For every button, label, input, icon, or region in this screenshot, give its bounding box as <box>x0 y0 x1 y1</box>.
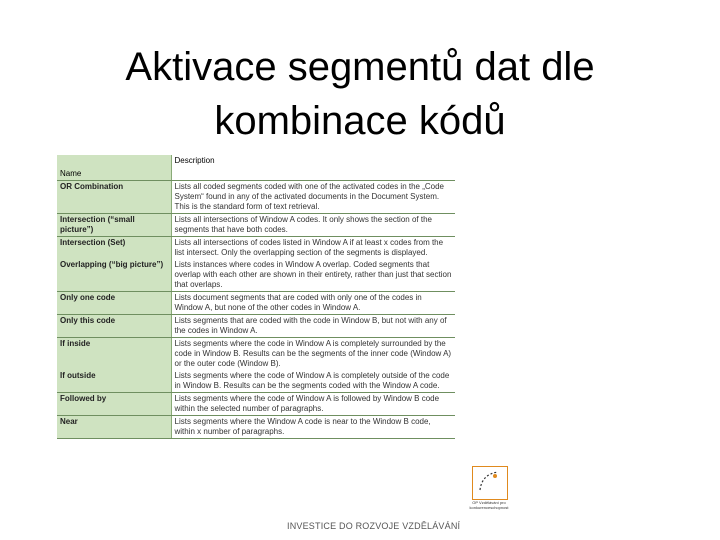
table-row <box>57 292 455 315</box>
row-description: Lists segments where the code of Window A is followed by Window B code within the selected number of paragraphs. <box>171 393 455 416</box>
slide-title <box>60 40 660 148</box>
table-row <box>57 181 455 214</box>
table-row <box>57 370 455 393</box>
row-name: If inside <box>57 338 171 371</box>
row-description: Lists segments where the code of Window A is completely outside of the code in Window B. Results can be the segments coded with the Window A code. <box>171 370 455 393</box>
code-combination-table-image <box>57 155 455 511</box>
row-name: Only one code <box>57 292 171 315</box>
row-name: OR Combination <box>57 181 171 214</box>
row-name: Intersection (Set) <box>57 237 171 260</box>
row-name: Intersection (“small picture”) <box>57 214 171 237</box>
row-description: Lists document segments that are coded with only one of the codes in Window A, but none of the other codes in Window A. <box>171 292 455 315</box>
table-row <box>57 338 455 371</box>
row-description: Lists all intersections of Window A codes. It only shows the section of the segments that have both codes. <box>171 214 455 237</box>
row-description: Lists instances where codes in Window A overlap. Coded segments that overlap with each other are shown in their entirety, rather than just that section that overlaps. <box>171 259 455 292</box>
logo-caption: OP Vzdělávání pro konkurenceschopnost <box>469 500 509 510</box>
row-name: Near <box>57 416 171 439</box>
table-row <box>57 416 455 439</box>
table-body <box>57 181 455 439</box>
header-description <box>171 155 455 181</box>
row-description: Lists segments where the code in Window A is completely surrounded by the code in Window B. Results can be the segments of the inner code (Window A) or the outer code (Window B). <box>174 339 452 368</box>
header-description-label: Description <box>174 156 215 165</box>
slide-title-line-1: Aktivace segmentů dat dle <box>125 45 595 89</box>
header-name <box>57 155 171 181</box>
table-row <box>57 214 455 237</box>
op-vk-logo <box>458 462 520 518</box>
row-description: Lists all intersections of codes listed in Window A if at least x codes from the list intersect. Only the overlapping section of the segments is displayed. <box>174 238 444 257</box>
row-name: Only this code <box>57 315 171 338</box>
table-row <box>57 393 455 416</box>
table-row <box>57 237 455 260</box>
row-description: Lists segments where the Window A code is near to the Window B code, within x number of paragraphs. <box>171 416 455 439</box>
slide-title-line-2: kombinace kódů <box>214 99 506 143</box>
header-name-label: Name <box>60 169 82 178</box>
row-name: Followed by <box>57 393 171 416</box>
code-combination-table <box>57 155 455 439</box>
row-description: Lists segments that are coded with the code in Window B, but not with any of the codes in Window A. <box>171 315 455 338</box>
table-row <box>57 315 455 338</box>
table-row <box>57 259 455 292</box>
logo-arc-icon <box>478 470 500 492</box>
table-header-row <box>57 155 455 181</box>
row-name: Overlapping (“big picture”) <box>57 259 171 292</box>
row-description: Lists all coded segments coded with one of the activated codes in the „Code System“ found in any of the activated documents in the Document System. This is the standard form of text retrieval. <box>171 181 455 214</box>
footer-investice: INVESTICE DO ROZVOJE VZDĚLÁVÁNÍ <box>287 521 461 531</box>
row-name: If outside <box>57 370 171 393</box>
